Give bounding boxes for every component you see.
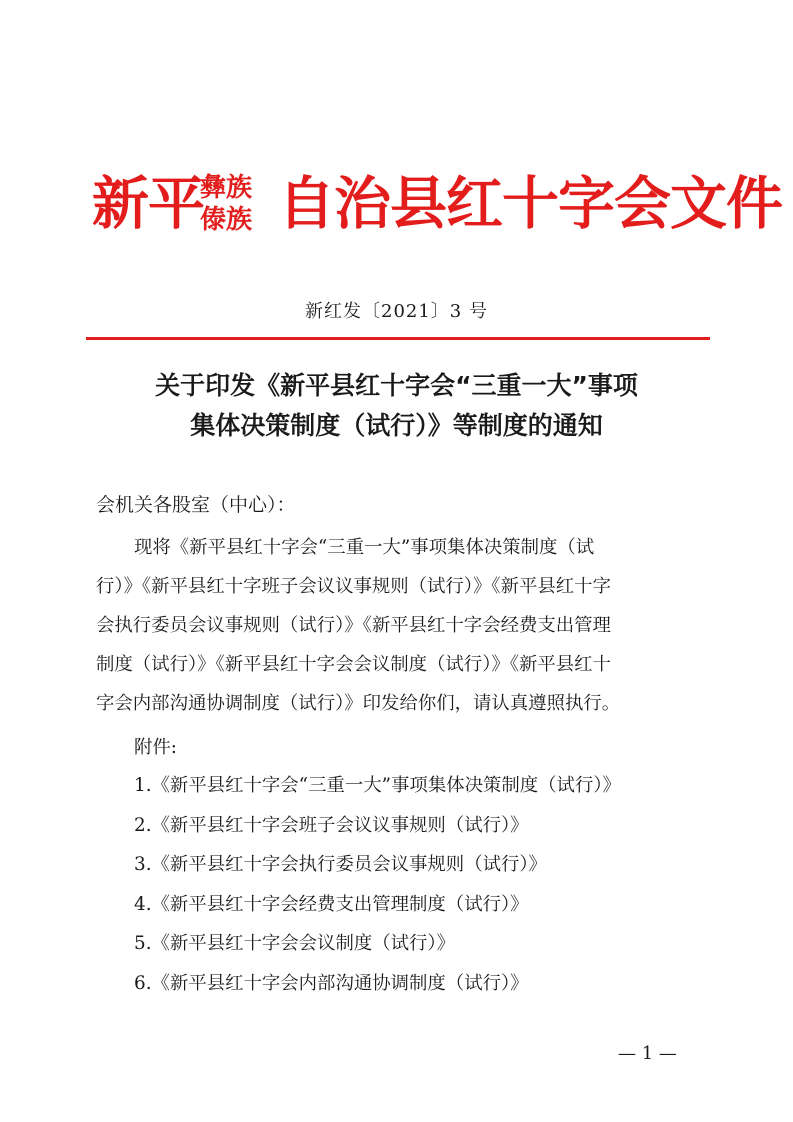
attachments-list xyxy=(134,766,621,1004)
attachment-item: 2.《新平县红十字会班子会议议事规则（试行）》 xyxy=(134,814,529,836)
header-ethnic1: 彝族 xyxy=(200,173,253,203)
attachment-item: 5.《新平县红十字会会议制度（试行）》 xyxy=(134,933,455,955)
body-line: 制度（试行）》《新平县红十字会会议制度（试行）》《新平县红十 xyxy=(96,654,611,675)
header-ethnic2: 傣族 xyxy=(200,205,253,235)
attachment-item: 3.《新平县红十字会执行委员会议事规则（试行）》 xyxy=(134,854,547,876)
salutation: 会机关各股室（中心）： xyxy=(96,494,296,516)
document-number: 新红发〔2021〕3 号 xyxy=(305,301,488,322)
red-divider xyxy=(86,337,710,340)
body-line: 现将《新平县红十字会“三重一大”事项集体决策制度（试 xyxy=(134,537,595,558)
page-number: — 1 — xyxy=(618,1043,677,1064)
attachments-label: 附件: xyxy=(134,737,177,758)
body-line: 字会内部沟通协调制度（试行）》印发给你们，请认真遵照执行。 xyxy=(96,693,621,714)
attachment-item: 6.《新平县红十字会内部沟通协调制度（试行）》 xyxy=(134,972,529,994)
attachment-item: 4.《新平县红十字会经费支出管理制度（试行）》 xyxy=(134,893,529,915)
notice-title xyxy=(60,366,733,446)
header-part1: 新平 xyxy=(92,170,204,237)
attachment-item: 1.《新平县红十字会“三重一大”事项集体决策制度（试行）》 xyxy=(134,775,621,796)
title-line-2: 集体决策制度（试行）》等制度的通知 xyxy=(190,411,603,440)
header-part2: 自治县红十字会文件 xyxy=(278,170,782,237)
body-paragraph xyxy=(96,528,706,723)
title-line-1: 关于印发《新平县红十字会“三重一大”事项 xyxy=(155,371,638,400)
document-header xyxy=(92,168,782,240)
body-line: 行）》《新平县红十字班子会议议事规则（试行）》《新平县红十字 xyxy=(96,576,611,597)
header-ethnic-stack xyxy=(200,172,280,236)
body-line: 会执行委员会议事规则（试行）》《新平县红十字会经费支出管理 xyxy=(96,615,611,636)
